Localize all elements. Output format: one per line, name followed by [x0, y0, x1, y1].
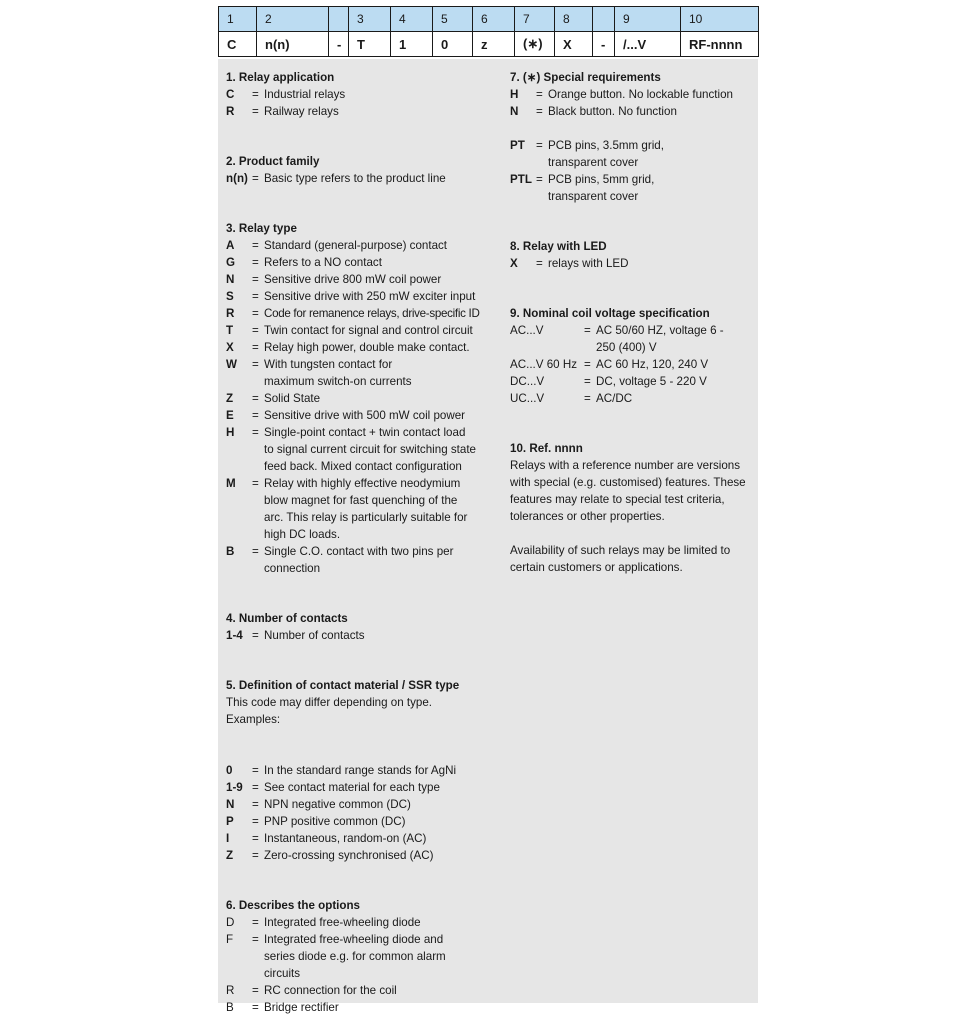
item-desc: Instantaneous, random-on (AC) — [264, 832, 427, 845]
item-desc: See contact material for each type — [264, 781, 440, 794]
list-item — [510, 390, 754, 407]
item-eq: = — [252, 545, 259, 558]
item-desc: Single C.O. contact with two pins per connection — [264, 545, 454, 575]
list-item — [226, 407, 498, 424]
item-eq: = — [252, 392, 259, 405]
item-eq: = — [252, 798, 259, 811]
item-code: S — [226, 290, 234, 303]
list-item — [226, 543, 498, 577]
header-number: 8 — [555, 7, 593, 32]
item-eq: = — [252, 239, 259, 252]
item-code: R — [226, 984, 235, 997]
header-code: X — [555, 32, 593, 57]
section-title: 3. Relay type — [226, 222, 297, 235]
item-eq: = — [584, 324, 591, 337]
item-eq: = — [252, 88, 259, 101]
item-code: 1-4 — [226, 629, 243, 642]
list-item — [226, 931, 498, 982]
item-desc: DC, voltage 5 - 220 V — [596, 375, 707, 388]
list-item — [510, 137, 754, 171]
header-code: n(n) — [257, 32, 329, 57]
item-eq: = — [252, 273, 259, 286]
item-desc: Integrated free-wheeling diode — [264, 916, 421, 929]
section-title: 4. Number of contacts — [226, 612, 348, 625]
item-desc: Bridge rectifier — [264, 1001, 339, 1014]
header-code: z — [473, 32, 515, 57]
item-desc: Refers to a NO contact — [264, 256, 382, 269]
item-eq: = — [252, 105, 259, 118]
section-title: 1. Relay application — [226, 71, 335, 84]
section-intro: This code may differ depending on type. — [226, 696, 433, 709]
list-item — [510, 373, 754, 390]
item-desc: Relay high power, double make contact. — [264, 341, 470, 354]
section-coil-voltage — [510, 305, 754, 407]
item-desc: RC connection for the coil — [264, 984, 397, 997]
item-desc: Solid State — [264, 392, 321, 405]
header-number: 9 — [615, 7, 681, 32]
item-eq: = — [252, 832, 259, 845]
header-number: 7 — [515, 7, 555, 32]
section-intro: Examples: — [226, 713, 281, 726]
item-code: F — [226, 933, 234, 946]
list-item — [510, 103, 754, 120]
item-desc: relays with LED — [548, 257, 629, 270]
section-relay-led — [510, 238, 754, 272]
header-number: 2 — [257, 7, 329, 32]
section-number-of-contacts — [226, 610, 498, 644]
list-item — [226, 813, 498, 830]
list-item — [226, 830, 498, 847]
list-item — [226, 999, 498, 1016]
header-code: /...V — [615, 32, 681, 57]
item-code: T — [226, 324, 234, 337]
header-number — [329, 7, 349, 32]
list-item — [510, 255, 754, 272]
item-desc: Single-point contact + twin contact load to signal current circuit for switching state feed back. Mixed contact configuration — [264, 426, 476, 473]
item-desc: AC 50/60 HZ, voltage 6 - 250 (400) V — [596, 324, 724, 354]
item-code: H — [510, 88, 519, 101]
item-eq: = — [536, 105, 543, 118]
header-number — [593, 7, 615, 32]
section-contact-material — [226, 677, 498, 864]
item-desc: Sensitive drive 800 mW coil power — [264, 273, 442, 286]
item-code: DC...V — [510, 375, 545, 388]
item-code: N — [226, 798, 235, 811]
list-item — [226, 762, 498, 779]
list-item — [226, 982, 498, 999]
item-eq: = — [536, 139, 543, 152]
section-ref-nnnn — [510, 440, 754, 576]
section-paragraph: Availability of such relays may be limited to certain customers or applications. — [510, 544, 731, 574]
list-item — [226, 847, 498, 864]
type-code-table — [218, 6, 759, 57]
list-item — [226, 103, 498, 120]
list-item — [510, 86, 754, 103]
item-code: Z — [226, 392, 234, 405]
item-eq: = — [252, 290, 259, 303]
list-item — [226, 254, 498, 271]
item-desc: Industrial relays — [264, 88, 346, 101]
item-code: C — [226, 88, 235, 101]
item-eq: = — [584, 392, 591, 405]
item-desc: With tungsten contact for maximum switch-on currents — [264, 358, 412, 388]
item-desc: Basic type refers to the product line — [264, 172, 446, 185]
section-title: 6. Describes the options — [226, 899, 361, 912]
list-item — [226, 170, 498, 187]
item-code: X — [510, 257, 518, 270]
header-code: 1 — [391, 32, 433, 57]
item-code: AC...V 60 Hz — [510, 358, 578, 371]
section-title: 10. Ref. nnnn — [510, 442, 583, 455]
item-code: R — [226, 307, 235, 320]
item-code: PTL — [510, 173, 532, 186]
item-code: B — [226, 1001, 234, 1014]
section-title: 2. Product family — [226, 155, 320, 168]
item-eq: = — [252, 256, 259, 269]
item-code: N — [226, 273, 235, 286]
item-eq: = — [252, 341, 259, 354]
list-item — [226, 796, 498, 813]
item-eq: = — [252, 477, 259, 490]
item-desc: NPN negative common (DC) — [264, 798, 411, 811]
item-desc: Sensitive drive with 500 mW coil power — [264, 409, 466, 422]
item-code: Z — [226, 849, 234, 862]
item-desc: PCB pins, 3.5mm grid, transparent cover — [548, 139, 664, 169]
item-code: n(n) — [226, 172, 248, 185]
item-code: W — [226, 358, 237, 371]
list-item — [226, 914, 498, 931]
item-eq: = — [252, 781, 259, 794]
item-desc: PNP positive common (DC) — [264, 815, 406, 828]
item-code: UC...V — [510, 392, 545, 405]
item-desc: Black button. No function — [548, 105, 677, 118]
item-eq: = — [536, 88, 543, 101]
item-desc: AC 60 Hz, 120, 240 V — [596, 358, 709, 371]
item-code: PT — [510, 139, 525, 152]
item-eq: = — [252, 409, 259, 422]
item-eq: = — [252, 324, 259, 337]
item-desc: Code for remanence relays, drive-specific ID — [264, 307, 480, 320]
item-desc: Number of contacts — [264, 629, 365, 642]
item-eq: = — [252, 629, 259, 642]
header-code: - — [593, 32, 615, 57]
item-code: D — [226, 916, 235, 929]
header-number: 10 — [681, 7, 759, 32]
list-item — [226, 475, 498, 543]
header-number: 1 — [219, 7, 257, 32]
content-panel — [218, 59, 758, 1014]
section-title: 9. Nominal coil voltage specification — [510, 307, 710, 320]
header-number: 3 — [349, 7, 391, 32]
header-code: RF-nnnn — [681, 32, 759, 57]
item-desc: AC/DC — [596, 392, 633, 405]
item-desc: PCB pins, 5mm grid, transparent cover — [548, 173, 655, 203]
left-column — [226, 69, 498, 1016]
item-eq: = — [252, 1001, 259, 1014]
item-code: X — [226, 341, 234, 354]
item-eq: = — [584, 358, 591, 371]
header-code-row — [219, 32, 759, 57]
list-item — [226, 627, 498, 644]
item-desc: Standard (general-purpose) contact — [264, 239, 448, 252]
right-column — [510, 69, 754, 576]
item-code: B — [226, 545, 235, 558]
list-item — [510, 171, 754, 205]
item-desc: Zero-crossing synchronised (AC) — [264, 849, 434, 862]
list-item — [226, 271, 498, 288]
section-relay-type — [226, 220, 498, 577]
section-options — [226, 897, 498, 1016]
list-item — [226, 305, 498, 322]
item-eq: = — [252, 307, 259, 320]
list-item — [226, 356, 498, 390]
header-code: 0 — [433, 32, 473, 57]
item-code: M — [226, 477, 236, 490]
header-number: 5 — [433, 7, 473, 32]
item-desc: In the standard range stands for AgNi — [264, 764, 457, 777]
item-desc: Integrated free-wheeling diode and series diode e.g. for common alarm circuits — [264, 933, 446, 980]
header-code: - — [329, 32, 349, 57]
item-code: 1-9 — [226, 781, 243, 794]
item-desc: Railway relays — [264, 105, 339, 118]
item-code: R — [226, 105, 235, 118]
list-item — [226, 390, 498, 407]
header-number: 6 — [473, 7, 515, 32]
item-eq: = — [252, 764, 259, 777]
list-item — [510, 322, 754, 356]
item-code: G — [226, 256, 236, 269]
section-product-family — [226, 153, 498, 187]
list-item — [226, 424, 498, 475]
header-code: (∗) — [515, 32, 555, 57]
item-code: I — [226, 832, 230, 845]
list-item — [226, 86, 498, 103]
item-desc: Twin contact for signal and control circuit — [264, 324, 473, 337]
header-code: C — [219, 32, 257, 57]
list-item — [226, 288, 498, 305]
item-code: AC...V — [510, 324, 544, 337]
section-title: 5. Definition of contact material / SSR type — [226, 679, 460, 692]
section-title: 8. Relay with LED — [510, 240, 607, 253]
section-paragraph: Relays with a reference number are versions with special (e.g. customised) features. These features may relate to special test criteria, tolerances or other properties. — [510, 459, 746, 523]
item-eq: = — [536, 257, 543, 270]
item-eq: = — [252, 172, 259, 185]
item-eq: = — [252, 933, 259, 946]
item-eq: = — [252, 426, 259, 439]
item-eq: = — [252, 849, 259, 862]
list-item — [226, 237, 498, 254]
list-item — [226, 779, 498, 796]
section-relay-application — [226, 69, 498, 120]
item-desc: Orange button. No lockable function — [548, 88, 733, 101]
item-desc: Relay with highly effective neodymium blow magnet for fast quenching of the arc. This relay is particularly suitable for high DC loads. — [264, 477, 468, 541]
item-desc: Sensitive drive with 250 mW exciter input — [264, 290, 476, 303]
list-item — [226, 322, 498, 339]
item-eq: = — [584, 375, 591, 388]
list-item — [510, 356, 754, 373]
item-code: E — [226, 409, 234, 422]
item-eq: = — [252, 984, 259, 997]
header-code: T — [349, 32, 391, 57]
item-code: N — [510, 105, 519, 118]
item-eq: = — [252, 815, 259, 828]
item-code: A — [226, 239, 235, 252]
item-eq: = — [252, 358, 259, 371]
item-eq: = — [536, 173, 543, 186]
section-special-requirements — [510, 69, 754, 205]
item-code: 0 — [226, 764, 233, 777]
section-title: 7. (∗) Special requirements — [510, 71, 661, 84]
list-item — [226, 339, 498, 356]
item-eq: = — [252, 916, 259, 929]
header-number: 4 — [391, 7, 433, 32]
item-code: H — [226, 426, 235, 439]
header-number-row — [219, 7, 759, 32]
item-code: P — [226, 815, 234, 828]
